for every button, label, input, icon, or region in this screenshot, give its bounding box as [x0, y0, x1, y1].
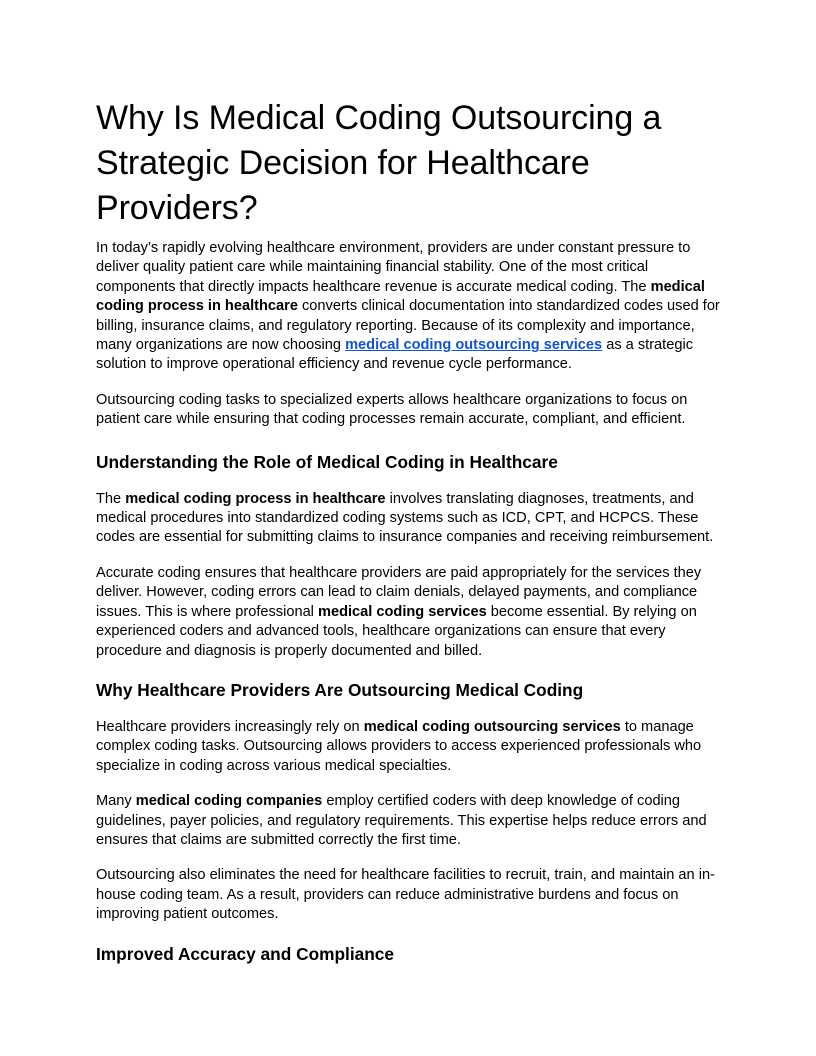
paragraph-bold: medical coding process in healthcare	[125, 490, 386, 507]
paragraph-text: The	[96, 490, 126, 507]
intro-text-2: converts clinical documentation into standardized codes used for billing, insurance claims, and regulatory reporting. Because of its complexity and importance, many organizations are now choosing	[96, 298, 720, 354]
intro-text-1: In today’s rapidly evolving healthcare environment, providers are under constant pressure to deliver quality patient care while maintaining financial stability. One of the most critical components that directly impacts healthcare revenue is accurate medical coding. The	[96, 240, 691, 295]
page-title: Why Is Medical Coding Outsourcing a Strategic Decision for Healthcare Providers?	[96, 99, 662, 227]
intro-paragraph	[96, 239, 720, 375]
intro-bold-1: medical coding process in healthcare	[96, 278, 705, 315]
intro-text-3: as a strategic solution to improve operational efficiency and revenue cycle performance.	[96, 337, 694, 373]
paragraph-coding-process	[96, 490, 720, 548]
paragraph-bold: medical coding companies	[135, 793, 323, 810]
paragraph-accurate-coding	[96, 564, 720, 661]
paragraph-text: Healthcare providers increasingly rely on	[96, 718, 364, 735]
paragraph-text: become essential. By relying on experienced coders and advanced tools, healthcare organizations can ensure that every procedure and diagnosis is properly documented and billed.	[96, 603, 697, 659]
paragraph-text: Many	[96, 793, 136, 810]
paragraph-providers-rely	[96, 718, 720, 776]
paragraph-text: Accurate coding ensures that healthcare providers are paid appropriately for the services they deliver. However, coding errors can lead to claim denials, delayed payments, and compliance issues. This is where professional	[96, 564, 702, 620]
medical-coding-outsourcing-link[interactable]: medical coding outsourcing services	[345, 337, 603, 354]
section-heading-role: Understanding the Role of Medical Coding in Healthcare	[96, 451, 558, 472]
paragraph-eliminates-need: Outsourcing also eliminates the need for healthcare facilities to recruit, train, and maintain an in-house coding team. As a result, providers can reduce administrative burdens and focus on improving patient outcomes.	[96, 867, 715, 923]
paragraph-coding-companies	[96, 792, 720, 850]
paragraph-text: involves translating diagnoses, treatments, and medical procedures into standardized coding systems such as ICD, CPT, and HCPCS. These codes are essential for submitting claims to insurance companies and receiving reimbursement.	[96, 490, 714, 546]
paragraph-text: employ certified coders with deep knowledge of coding guidelines, payer policies, and regulatory requirements. This expertise helps reduce errors and ensures that claims are submitted correctly the first time.	[96, 793, 707, 848]
section-heading-why-outsourcing: Why Healthcare Providers Are Outsourcing Medical Coding	[96, 679, 584, 700]
section-heading-accuracy: Improved Accuracy and Compliance	[96, 943, 395, 964]
document-page	[96, 96, 720, 965]
paragraph-outsourcing-focus: Outsourcing coding tasks to specialized experts allows healthcare organizations to focus on patient care while ensuring that coding processes remain accurate, compliant, and efficient.	[96, 391, 688, 428]
paragraph-bold: medical coding outsourcing services	[363, 718, 621, 735]
paragraph-bold: medical coding services	[317, 603, 487, 620]
paragraph-text: to manage complex coding tasks. Outsourcing allows providers to access experienced professionals who specialize in coding across various medical specialties.	[96, 718, 702, 774]
